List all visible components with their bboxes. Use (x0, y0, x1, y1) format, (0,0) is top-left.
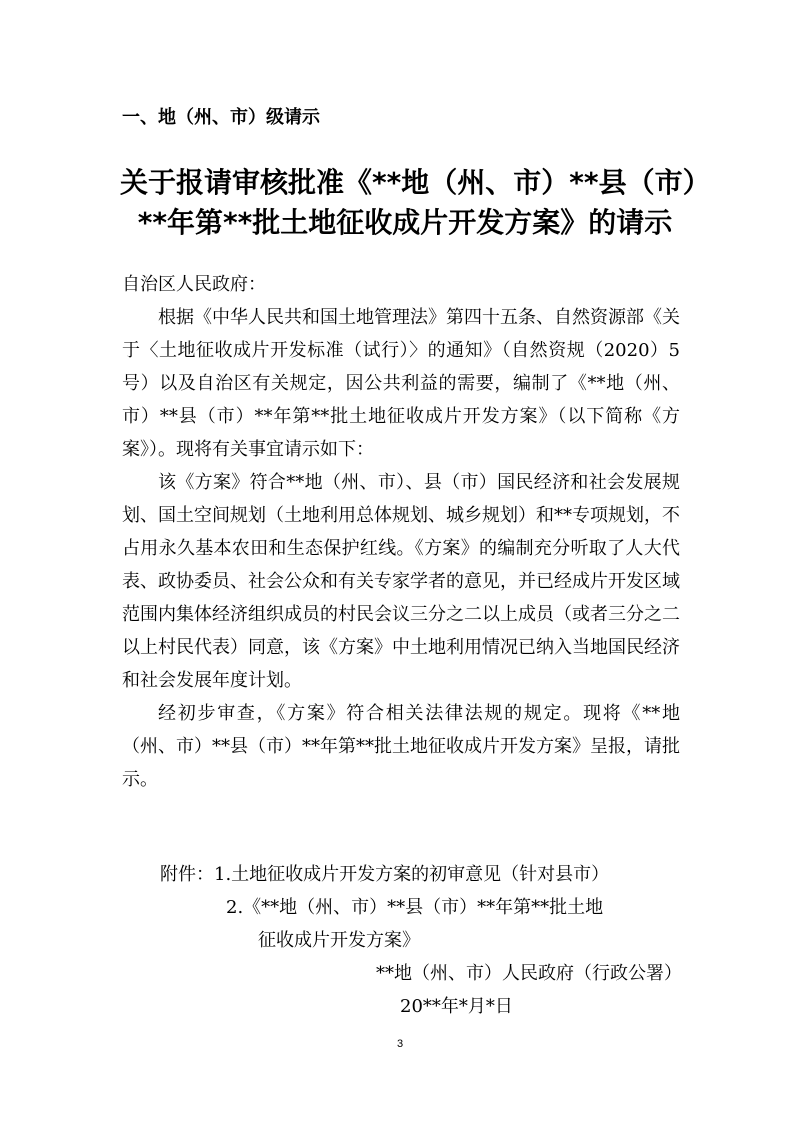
attachment-item-1: 附件：1.土地征收成片开发方案的初审意见（针对县市） (160, 864, 610, 885)
document-title (120, 163, 711, 243)
salutation: 自治区人民政府： (122, 274, 266, 295)
document-body (122, 268, 680, 796)
document-date: 20**年*月*日 (400, 996, 513, 1017)
title-line-1: 关于报请审核批准《**地（州、市）**县（市） (120, 166, 711, 199)
page-number: 3 (396, 1038, 404, 1050)
paragraph-2: 该《方案》符合**地（州、市）、县（市）国民经济和社会发展规划、国土空间规划（土地利用总体规划、城乡规划）和**专项规划，不占用永久基本农田和生态保护红线。《方案》的编制充分听取了人大代表、政协委员、社会公众和有关专家学者的意见，并已经成片开发区域范围内集体经济组织成员的村民会议三分之二以上成员（或者三分之二以上村民代表）同意，该《方案》中土地利用情况已纳入当地国民经济和社会发展年度计划。 (122, 472, 680, 691)
title-line-2: **年第**批土地征收成片开发方案》的请示 (137, 206, 673, 239)
attachment-item-2: 2.《**地（州、市）**县（市）**年第**批土地 (226, 897, 604, 918)
signer: **地（州、市）人民政府（行政公署） (376, 963, 682, 984)
attachments-list (160, 858, 690, 957)
section-heading: 一、地（州、市）级请示 (122, 107, 320, 128)
paragraph-3: 经初步审查，《方案》符合相关法律法规的规定。现将《**地（州、市）**县（市）**年第**批土地征收成片开发方案》呈报，请批示。 (122, 703, 680, 790)
attachment-item-2-continuation: 征收成片开发方案》 (258, 930, 420, 951)
paragraph-1: 根据《中华人民共和国土地管理法》第四十五条、自然资源部《关于〈土地征收成片开发标准（试行）〉的通知》（自然资规（2020）5号）以及自治区有关规定，因公共利益的需要，编制了《**地（州、市）**县（市）**年第**批土地征收成片开发方案》（以下简称《方案》）。现将有关事宜请示如下： (122, 307, 680, 460)
